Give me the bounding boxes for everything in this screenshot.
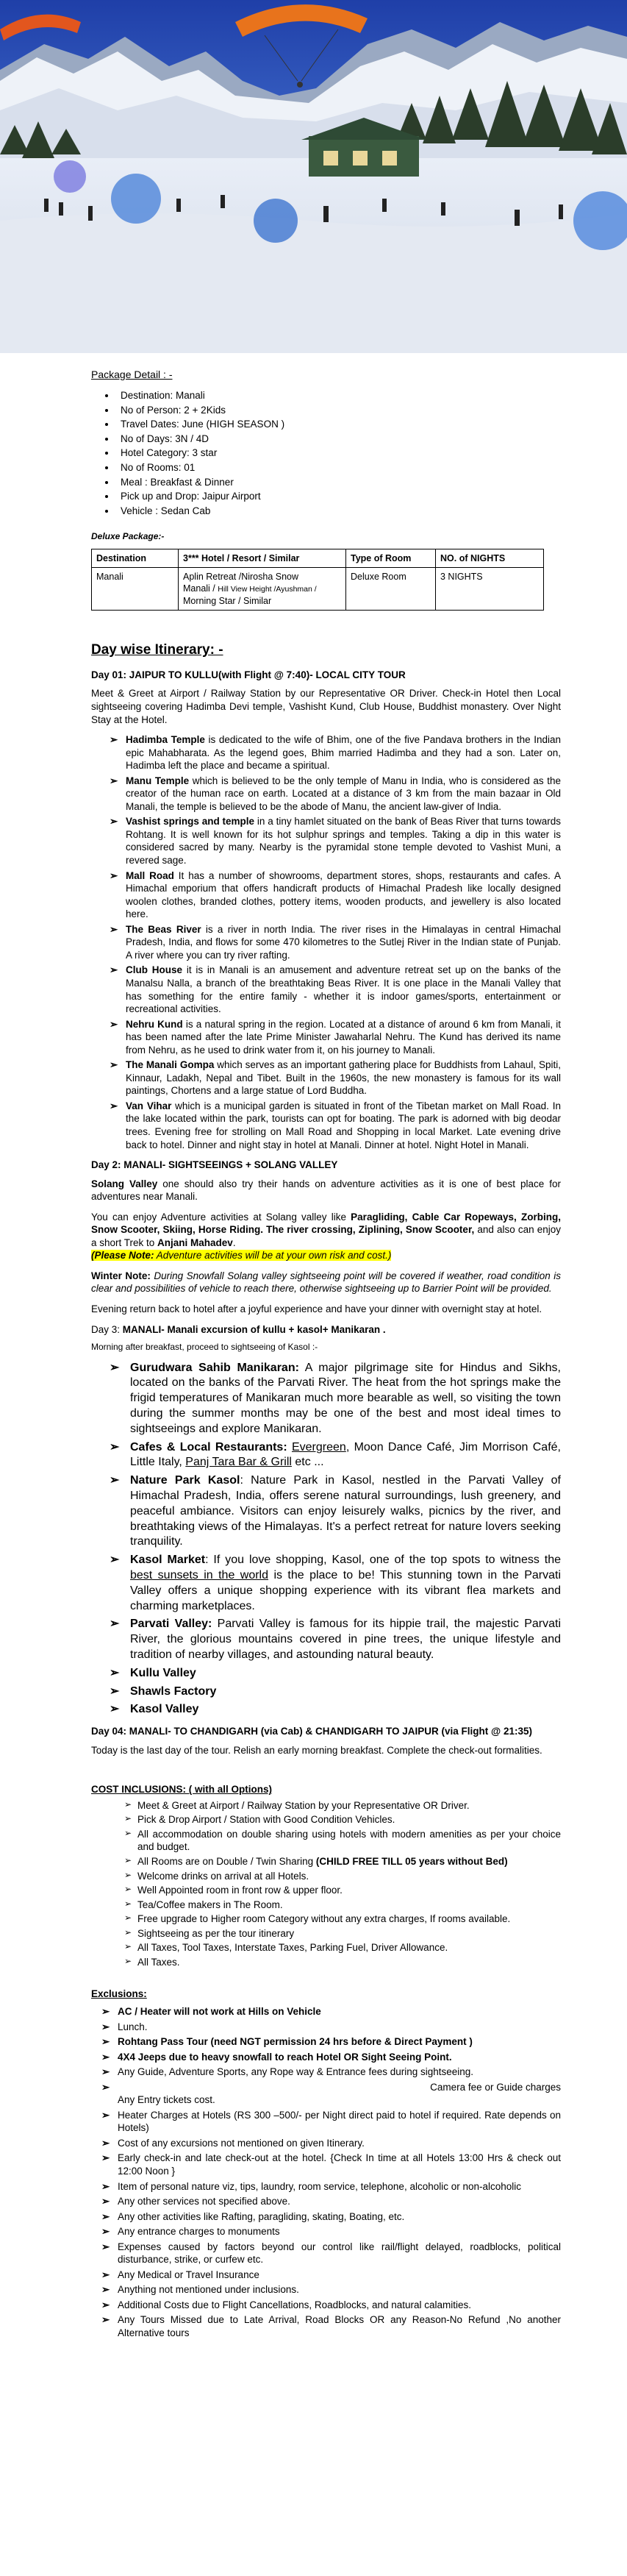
list-item: • No of Rooms: 01 bbox=[116, 460, 561, 475]
item-text: Any entrance charges to monuments bbox=[118, 2226, 280, 2238]
list-item bbox=[101, 2081, 561, 2107]
hotel-line: Aplin Retreat /Nirosha Snow bbox=[183, 572, 299, 583]
list-item bbox=[110, 869, 561, 921]
document-body bbox=[0, 353, 627, 2364]
place-name: Van Vihar bbox=[126, 1100, 172, 1111]
cost-inclusions-title: COST INCLUSIONS: ( with all Options) bbox=[91, 1784, 272, 1796]
arrow-icon: ➢ bbox=[101, 2284, 110, 2296]
day-title: MANALI- Manali excursion of kullu + kasol+ Manikaran . bbox=[122, 1323, 386, 1335]
day1-heading: Day 01: JAIPUR TO KULLU(with Flight @ 7:40)- LOCAL CITY TOUR bbox=[91, 669, 406, 680]
place-name: Kullu Valley bbox=[130, 1666, 196, 1679]
restaurant-name: Evergreen bbox=[291, 1440, 346, 1454]
item-text: Meet & Greet at Airport / Railway Station by your Representative OR Driver. bbox=[137, 1799, 470, 1811]
item-text: Camera fee or Guide charges bbox=[430, 2081, 561, 2093]
list-item bbox=[124, 1870, 561, 1883]
activities-text: . bbox=[232, 1237, 236, 1248]
arrow-icon: ➢ bbox=[110, 1618, 120, 1631]
item-text: Rohtang Pass Tour (need NGT permission 24 hrs before & Direct Payment ) bbox=[118, 2036, 473, 2048]
table-header: Type of Room bbox=[346, 549, 436, 567]
list-item bbox=[101, 2269, 561, 2282]
list-item bbox=[101, 2005, 561, 2018]
item-text: Expenses caused by factors beyond our control like rail/flight delayed, roadblocks, political disturbance, strike, or curfew etc. bbox=[118, 2241, 561, 2266]
item-text: Lunch. bbox=[118, 2021, 148, 2032]
arrow-icon: ➢ bbox=[110, 1018, 118, 1030]
arrow-icon: ➢ bbox=[110, 1100, 118, 1111]
arrow-icon: ➢ bbox=[110, 964, 118, 976]
item-text: All accommodation on double sharing using hotels with modern amenities as per your choice and budget. bbox=[137, 1828, 561, 1853]
list-item bbox=[101, 2299, 561, 2312]
list-item bbox=[110, 1440, 561, 1471]
arrow-icon: ➢ bbox=[101, 2180, 110, 2192]
list-item bbox=[124, 1913, 561, 1926]
day3-intro: Morning after breakfast, proceed to sightseeing of Kasol :- bbox=[91, 1342, 318, 1353]
table-header: NO. of NIGHTS bbox=[436, 549, 544, 567]
arrow-icon: ➢ bbox=[101, 2241, 110, 2252]
list-item bbox=[110, 1473, 561, 1550]
cost-inclusions-list bbox=[124, 1799, 561, 1969]
table-header: Destination bbox=[92, 549, 179, 567]
place-text: is a natural spring in the region. Located at a distance of around 6 km from Manali, it has been named after the late Prime Minister Jawaharlal Nehru. The Kund has derived its name from Nehru, as he used to drink water from it, on his journey to Manali. bbox=[126, 1018, 562, 1056]
list-item bbox=[124, 1813, 561, 1826]
table-cell-hotels bbox=[179, 568, 346, 611]
hotel-line: Morning Star / Similar bbox=[183, 595, 272, 606]
table-cell: 3 NIGHTS bbox=[436, 568, 544, 611]
place-name: The Manali Gompa bbox=[126, 1059, 215, 1071]
day2-heading: Day 2: MANALI- SIGHTSEEINGS + SOLANG VALLEY bbox=[91, 1159, 338, 1171]
place-text: is the place to be! This stunning town in the Parvati Valley offers a unique shopping experience with its vibrant flea markets and charming marketplaces. bbox=[130, 1569, 562, 1612]
list-item bbox=[110, 964, 561, 1015]
hotel-line: Manali / bbox=[183, 583, 215, 594]
exclusions-title: Exclusions: bbox=[91, 1988, 147, 2000]
item-text: All Taxes, Tool Taxes, Interstate Taxes, Parking Fuel, Driver Allowance. bbox=[137, 1942, 448, 1954]
day2-activities bbox=[91, 1211, 561, 1262]
arrow-icon: ➢ bbox=[101, 2152, 110, 2164]
place-text: in a tiny hamlet situated on the bank of Beas River that turns towards Rohtang. It is well known for its hot sulphur springs and temples. Taking a dip in this water is considered sacred by many. Nearby is the pyramidal stone temple devoted to Vashist Muni, a revered sage. bbox=[126, 816, 561, 867]
list-item bbox=[101, 2137, 561, 2150]
item-text: Additional Costs due to Flight Cancellations, Roadblocks, and natural calamities. bbox=[118, 2299, 472, 2310]
arrow-icon: ➢ bbox=[101, 2269, 110, 2280]
item-text: All Rooms are on Double / Twin Sharing bbox=[137, 1856, 316, 1868]
item-text: Any Guide, Adventure Sports, any Rope way & Entrance fees during sightseeing. bbox=[118, 2066, 474, 2078]
place-name: Mall Road bbox=[126, 869, 174, 881]
arrow-icon: ➢ bbox=[101, 2137, 110, 2149]
winter-note bbox=[91, 1270, 561, 1295]
place-text: A major pilgrimage site for Hindus and Sikhs, located on the banks of the Parvati River. The heat from the hot springs make the frigid temperatures of Manikaran much more bearable as well, so visiting the town during the summer months may be one of the best and most ideal times to sightseeings and explore Manikaran. bbox=[130, 1361, 561, 1435]
list-item bbox=[110, 1684, 561, 1700]
list-item: • No of Person: 2 + 2Kids bbox=[116, 403, 561, 418]
arrow-icon: ➢ bbox=[101, 2066, 110, 2078]
table-header: 3*** Hotel / Resort / Similar bbox=[179, 549, 346, 567]
place-text: one should also try their hands on adventure activities as it is one of best place for adventures near Manali. bbox=[91, 1178, 561, 1203]
day-label: Day 3: bbox=[91, 1323, 123, 1335]
list-item bbox=[101, 2066, 561, 2079]
place-name: Kasol Valley bbox=[130, 1703, 199, 1716]
arrow-icon: ➢ bbox=[124, 1913, 132, 1924]
list-item bbox=[110, 1058, 561, 1097]
arrow-icon: ➢ bbox=[124, 1898, 132, 1909]
winter-note-text: During Snowfall Solang valley sightseeing point will be covered if weather, road condition is clear and possibilities of vehicle to reach there, otherwise sightseeing up to Barrier Point will be provided. bbox=[91, 1270, 562, 1295]
arrow-icon: ➢ bbox=[101, 2210, 110, 2222]
arrow-icon: ➢ bbox=[124, 1884, 132, 1895]
arrow-icon: ➢ bbox=[101, 2314, 110, 2326]
list-item bbox=[101, 2225, 561, 2238]
day4-heading: Day 04: MANALI- TO CHANDIGARH (via Cab) & CHANDIGARH TO JAIPUR (via Flight @ 21:35) bbox=[91, 1726, 532, 1737]
item-text: Any Medical or Travel Insurance bbox=[118, 2269, 259, 2280]
place-text: : Nature Park in Kasol, nestled in the Parvati Valley of Himachal Pradesh, India, offers serene natural surroundings, lush greenery, and peaceful ambiance. Visitors can enjoy leisurely walks, picnics by the river, and breathtaking views of the Himalayas. It's a perfect retreat for nature lovers seeking tranquility. bbox=[130, 1474, 561, 1548]
arrow-icon: ➢ bbox=[124, 1926, 132, 1938]
item-text: Item of personal nature viz, tips, laundry, room service, telephone, alcoholic or non-alcoholic bbox=[118, 2180, 522, 2192]
restaurant-name: Panj Tara Bar & Grill bbox=[185, 1456, 292, 1469]
hotel-line-small: Hill View Height /Ayushman / bbox=[218, 585, 317, 594]
place-name: Vashist springs and temple bbox=[126, 816, 255, 828]
place-name: The Beas River bbox=[126, 923, 201, 935]
item-text: Free upgrade to Higher room Category without any extra charges, If rooms available. bbox=[137, 1913, 511, 1925]
item-text: Heater Charges at Hotels (RS 300 –500/- per Night direct paid to hotel if required. Rate depends on Hotels) bbox=[118, 2109, 561, 2134]
list-item bbox=[101, 2313, 561, 2339]
trek-name: Anjani Mahadev bbox=[157, 1237, 233, 1248]
arrow-icon: ➢ bbox=[110, 1684, 120, 1698]
list-item: • No of Days: 3N / 4D bbox=[116, 432, 561, 446]
list-item bbox=[101, 2180, 561, 2193]
place-text: which serves as an important gathering place for Buddhists from Lahaul, Spiti, Kinnaur, Ladakh, Nepal and Tibet. Built in the 1960s, the new monastery is famous for its wall paintings, Chortens and a large statue of Lord Buddha. bbox=[126, 1059, 561, 1097]
item-text: Any other activities like Rafting, paragliding, skating, Boating, etc. bbox=[118, 2210, 405, 2222]
day4-text: Today is the last day of the tour. Relish an early morning breakfast. Complete the check-out formalities. bbox=[91, 1744, 542, 1756]
item-text: Welcome drinks on arrival at all Hotels. bbox=[137, 1870, 309, 1882]
arrow-icon: ➢ bbox=[124, 1813, 132, 1824]
hero-image-snow-valley bbox=[0, 0, 627, 353]
place-text: which is a municipal garden is situated in front of the Tibetan market on Mall Road. In the lake located within the park, tourists can opt for boating. The park is adorned with big deodar trees. Evening free for strolling on Mall Road and Shopping in local Market. Late evening drive back to hotel. Dinner and night stay in hotel at Manali. Dinner at hotel. Night Hotel in Manali. bbox=[126, 1100, 561, 1150]
list-item bbox=[110, 775, 561, 814]
table-cell: Manali bbox=[92, 568, 179, 611]
place-text: which is believed to be the only temple of Manu in India, who is considered as the creator of the human race on earth. Located at a distance of 3 km from the main bazaar in Old Manali, the temple is believed to be the abode of Manu, the ancient law-giver of India. bbox=[126, 775, 561, 812]
arrow-icon: ➢ bbox=[101, 2081, 110, 2093]
place-text: it is in Manali is an amusement and adventure retreat set up on the banks of the Manalsu Nalla, a branch of the breathtaking Beas River. It is one place in the Manali Valley that has something for the entire family - whether it is indoor games/sports, entertainment or recreational activities. bbox=[126, 964, 561, 1015]
item-text: Any Tours Missed due to Late Arrival, Road Blocks OR any Reason-No Refund ,No another Alternative tours bbox=[118, 2314, 561, 2338]
list-item bbox=[124, 1855, 561, 1868]
underlined-text: best sunsets in the world bbox=[130, 1569, 269, 1582]
item-text: 4X4 Jeeps due to heavy snowfall to reach Hotel OR Sight Seeing Point. bbox=[118, 2051, 452, 2063]
arrow-icon: ➢ bbox=[124, 1869, 132, 1880]
arrow-icon: ➢ bbox=[110, 1703, 120, 1716]
itinerary-title: Day wise Itinerary: - bbox=[91, 642, 223, 658]
day3-heading bbox=[91, 1323, 561, 1337]
arrow-icon: ➢ bbox=[110, 1554, 120, 1567]
list-item: • Destination: Manali bbox=[116, 388, 561, 403]
arrow-icon: ➢ bbox=[101, 2036, 110, 2048]
list-item bbox=[110, 1702, 561, 1718]
arrow-icon: ➢ bbox=[101, 2299, 110, 2310]
table-header-row bbox=[92, 549, 544, 567]
list-item bbox=[110, 1666, 561, 1682]
item-text: Well Appointed room in front row & upper floor. bbox=[137, 1885, 343, 1896]
arrow-icon: ➢ bbox=[110, 869, 118, 881]
list-item bbox=[110, 1100, 561, 1151]
exclusions-list bbox=[101, 2005, 561, 2340]
list-item bbox=[124, 1927, 561, 1940]
list-item bbox=[124, 1828, 561, 1854]
day1-sightseeing-list bbox=[110, 733, 561, 1151]
activities-text: You can enjoy Adventure activities at Solang valley like bbox=[91, 1211, 351, 1223]
item-text: All Taxes. bbox=[137, 1956, 180, 1968]
table-row bbox=[92, 568, 544, 611]
place-text: It has a number of showrooms, department stores, shops, restaurants and cafes. A Himachal emporium that offers handicraft products of Himachal Pradesh like locally designed woolen clothes, branded clothes, pottery items, wooden products, and jewellery is also located here. bbox=[126, 869, 561, 920]
place-name: Gurudwara Sahib Manikaran: bbox=[130, 1361, 299, 1374]
list-item bbox=[110, 1361, 561, 1437]
activities-list: Paragliding, Cable Car Ropeways, Zorbing, Snow Scooter, Skiing, Horse Riding. The river crossing, Ziplining, Snow Scooter, bbox=[91, 1211, 561, 1236]
list-item: • Pick up and Drop: Jaipur Airport bbox=[116, 489, 561, 504]
list-item bbox=[101, 2035, 561, 2049]
arrow-icon: ➢ bbox=[124, 1855, 132, 1866]
day2-evening: Evening return back to hotel after a joyful experience and have your dinner with overnight stay at hotel. bbox=[91, 1303, 542, 1314]
arrow-icon: ➢ bbox=[110, 775, 118, 786]
item-text: Pick & Drop Airport / Station with Good Condition Vehicles. bbox=[137, 1814, 395, 1826]
place-name: Shawls Factory bbox=[130, 1684, 217, 1698]
place-name: Solang Valley bbox=[91, 1178, 158, 1189]
arrow-icon: ➢ bbox=[124, 1827, 132, 1838]
list-item: • Vehicle : Sedan Cab bbox=[116, 504, 561, 519]
day2-solang bbox=[91, 1178, 561, 1203]
list-item bbox=[110, 1617, 561, 1662]
arrow-icon: ➢ bbox=[101, 2005, 110, 2017]
list-item: • Travel Dates: June (HIGH SEASON ) bbox=[116, 417, 561, 432]
list-item bbox=[101, 2195, 561, 2208]
place-name: Kasol Market bbox=[130, 1554, 206, 1567]
item-text: Sightseeing as per the tour itinerary bbox=[137, 1927, 295, 1939]
arrow-icon: ➢ bbox=[110, 1059, 118, 1071]
deluxe-package-title: Deluxe Package:- bbox=[91, 531, 165, 542]
item-text: Any Entry tickets cost. bbox=[118, 2094, 215, 2106]
list-item bbox=[124, 1799, 561, 1812]
place-text: etc ... bbox=[291, 1456, 324, 1469]
table-cell: Deluxe Room bbox=[346, 568, 436, 611]
place-text: Parvati Valley is famous for its hippie trail, the majestic Parvati River, the glorious mountains covered in pine trees, the unique lifestyle and tradition of nearby villages, and astounding natural beauty. bbox=[130, 1618, 561, 1662]
place-name: Parvati Valley: bbox=[130, 1618, 212, 1631]
item-text: AC / Heater will not work at Hills on Vehicle bbox=[118, 2005, 321, 2017]
list-item bbox=[110, 733, 561, 772]
place-name: Manu Temple bbox=[126, 775, 190, 786]
list-item: • Meal : Breakfast & Dinner bbox=[116, 475, 561, 490]
list-item bbox=[110, 1553, 561, 1614]
item-text: Early check-in and late check-out at the hotel. {Check In time at all Hotels 13:00 Hrs & check out 12:00 Noon } bbox=[118, 2152, 561, 2177]
package-detail-list bbox=[116, 388, 561, 518]
list-item bbox=[110, 815, 561, 867]
arrow-icon: ➢ bbox=[124, 1798, 132, 1810]
package-detail-title: Package Detail : - bbox=[91, 369, 173, 380]
item-text: Anything not mentioned under inclusions. bbox=[118, 2284, 299, 2296]
list-item bbox=[101, 2152, 561, 2177]
list-item bbox=[101, 2241, 561, 2266]
day3-sightseeing-list bbox=[110, 1361, 561, 1718]
place-text: , Moon Dance Café, Jim Morrison Café, Little Italy, bbox=[130, 1440, 561, 1469]
place-text: is dedicated to the wife of Bhim, one of the five Pandava brothers in the Indian epic Mahabharata. As the legend goes, Bhim married Hadimba and they had a son. Later on, Hadimba left the place and became a spiritual. bbox=[126, 734, 561, 772]
arrow-icon: ➢ bbox=[110, 923, 118, 935]
arrow-icon: ➢ bbox=[101, 2021, 110, 2032]
place-text: is a river in north India. The river rises in the Himalayas in central Himachal Pradesh, India, and flows for some 470 kilometres to the Sutlej River in the Indian state of Punjab. A river where you can try river rafting. bbox=[126, 923, 561, 961]
arrow-icon: ➢ bbox=[124, 1955, 132, 1966]
place-name: Nehru Kund bbox=[126, 1018, 183, 1030]
list-item bbox=[110, 923, 561, 962]
place-name: Hadimba Temple bbox=[126, 734, 205, 746]
item-text: Any other services not specified above. bbox=[118, 2196, 290, 2207]
arrow-icon: ➢ bbox=[101, 2196, 110, 2207]
list-item bbox=[101, 2051, 561, 2064]
list-item bbox=[124, 1941, 561, 1954]
place-name: Club House bbox=[126, 964, 183, 976]
note-text: Adventure activities will be at your own risk and cost.) bbox=[154, 1250, 392, 1262]
arrow-icon: ➢ bbox=[101, 2226, 110, 2238]
list-item bbox=[110, 1018, 561, 1057]
arrow-icon: ➢ bbox=[110, 1440, 120, 1454]
place-name: Nature Park Kasol bbox=[130, 1474, 240, 1487]
arrow-icon: ➢ bbox=[101, 2109, 110, 2121]
list-item bbox=[124, 1956, 561, 1969]
arrow-icon: ➢ bbox=[124, 1941, 132, 1952]
item-text: Cost of any excursions not mentioned on given Itinerary. bbox=[118, 2137, 365, 2149]
arrow-icon: ➢ bbox=[110, 1361, 120, 1374]
item-text: Tea/Coffee makers in The Room. bbox=[137, 1899, 283, 1910]
hotel-table bbox=[91, 549, 544, 611]
arrow-icon: ➢ bbox=[110, 1666, 120, 1679]
child-free-note: (CHILD FREE TILL 05 years without Bed) bbox=[315, 1856, 508, 1868]
list-item bbox=[101, 2109, 561, 2135]
place-name: Cafes & Local Restaurants: bbox=[130, 1440, 287, 1454]
risk-note bbox=[91, 1250, 391, 1261]
list-item bbox=[101, 2021, 561, 2034]
day1-intro: Meet & Greet at Airport / Railway Station by our Representative OR Driver. Check-in Hotel then Local sightseeing covering Hadimba Devi temple, Vashisht Kund, Club House, Buddhist monastery. Over Night Stay at the Hotel. bbox=[91, 688, 561, 725]
list-item: • Hotel Category: 3 star bbox=[116, 446, 561, 460]
winter-note-label: Winter Note: bbox=[91, 1270, 151, 1281]
arrow-icon: ➢ bbox=[101, 2051, 110, 2063]
arrow-icon: ➢ bbox=[110, 734, 118, 746]
list-item bbox=[124, 1884, 561, 1897]
list-item bbox=[101, 2283, 561, 2296]
arrow-icon: ➢ bbox=[110, 1474, 120, 1487]
list-item bbox=[124, 1899, 561, 1912]
activities-text: and also can enjoy a short Trek to bbox=[91, 1224, 561, 1248]
list-item bbox=[101, 2210, 561, 2224]
note-label: (Please Note: bbox=[91, 1250, 154, 1262]
arrow-icon: ➢ bbox=[110, 816, 118, 828]
place-text: : If you love shopping, Kasol, one of the top spots to witness the bbox=[205, 1554, 561, 1567]
